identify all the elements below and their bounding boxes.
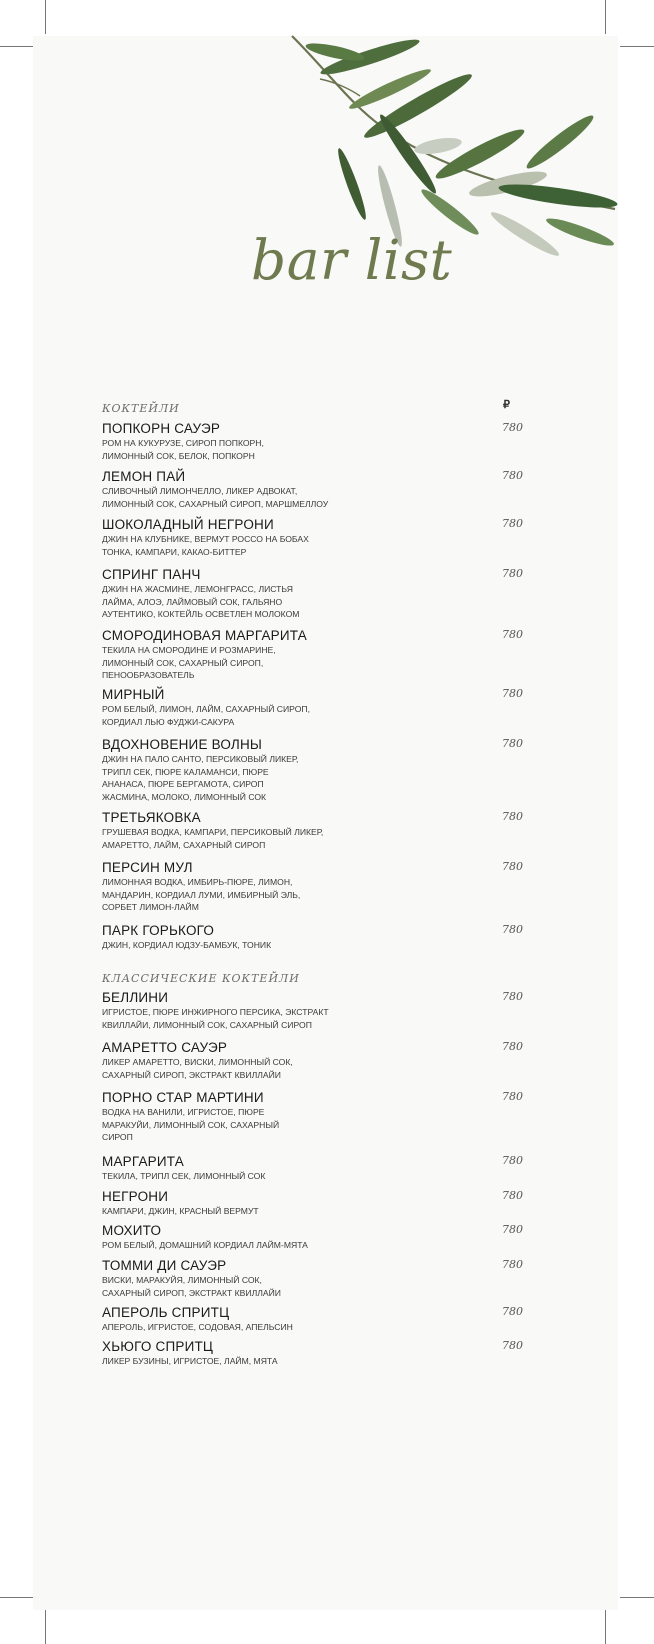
menu-item — [102, 687, 502, 728]
item-price: 780 — [502, 1339, 523, 1352]
crop-mark — [45, 1610, 46, 1644]
item-price: 780 — [502, 1223, 523, 1236]
item-name: ЛЕМОН ПАЙ — [102, 469, 186, 484]
menu-item — [102, 1040, 502, 1081]
item-description: РОМ НА КУКУРУЗЕ, СИРОП ПОПКОРН, ЛИМОННЫЙ СОК, БЕЛОК, ПОПКОРН — [102, 438, 264, 461]
menu-title: bar list — [251, 228, 453, 292]
item-price: 780 — [502, 1258, 523, 1271]
item-description: ТЕКИЛА, ТРИПЛ СЕК, ЛИМОННЫЙ СОК — [102, 1171, 266, 1181]
item-price: 780 — [502, 567, 523, 580]
item-description: ДЖИН НА ЖАСМИНЕ, ЛЕМОНГРАСС, ЛИСТЬЯ ЛАЙМА, АЛОЭ, ЛАЙМОВЫЙ СОК, ГАЛЬЯНО АУТЕНТИКО, КОКТЕЙЛЬ ОСВЕТЛЕН МОЛОКОМ — [102, 584, 300, 619]
item-description: ВИСКИ, МАРАКУЙЯ, ЛИМОННЫЙ СОК, САХАРНЫЙ СИРОП, ЭКСТРАКТ КВИЛЛАЙИ — [102, 1275, 281, 1298]
crop-mark — [0, 1597, 34, 1598]
item-name: АМАРЕТТО САУЭР — [102, 1040, 228, 1055]
item-description: РОМ БЕЛЫЙ, ЛИМОН, ЛАЙМ, САХАРНЫЙ СИРОП, КОРДИАЛ ЛЬЮ ФУДЖИ-САКУРА — [102, 704, 310, 727]
section-title-classic-cocktails: КЛАССИЧЕСКИЕ КОКТЕЙЛИ — [102, 972, 300, 985]
item-description: СЛИВОЧНЫЙ ЛИМОНЧЕЛЛО, ЛИКЕР АДВОКАТ, ЛИМОННЫЙ СОК, САХАРНЫЙ СИРОП, МАРШМЕЛЛОУ — [102, 486, 329, 509]
section-title-cocktails: КОКТЕЙЛИ — [102, 402, 180, 415]
item-description: ЛИКЕР БУЗИНЫ, ИГРИСТОЕ, ЛАЙМ, МЯТА — [102, 1356, 278, 1366]
currency-symbol: ₽ — [503, 399, 510, 411]
item-price: 780 — [502, 628, 523, 641]
menu-item — [102, 1090, 502, 1144]
item-name: МАРГАРИТА — [102, 1154, 184, 1169]
item-name: ПАРК ГОРЬКОГО — [102, 923, 215, 938]
item-description: ГРУШЕВАЯ ВОДКА, КАМПАРИ, ПЕРСИКОВЫЙ ЛИКЕР, АМАРЕТТО, ЛАЙМ, САХАРНЫЙ СИРОП — [102, 827, 324, 850]
item-price: 780 — [502, 810, 523, 823]
crop-mark — [620, 1597, 654, 1598]
item-name: ТОММИ ДИ САУЭР — [102, 1258, 227, 1273]
item-price: 780 — [502, 421, 523, 434]
crop-mark — [45, 0, 46, 34]
item-price: 780 — [502, 469, 523, 482]
item-price: 780 — [502, 923, 523, 936]
menu-item — [102, 517, 502, 558]
menu-item — [102, 1189, 502, 1218]
menu-item — [102, 737, 502, 803]
item-description: ВОДКА НА ВАНИЛИ, ИГРИСТОЕ, ПЮРЕ МАРАКУЙИ, ЛИМОННЫЙ СОК, САХАРНЫЙ СИРОП — [102, 1107, 280, 1142]
item-description: ИГРИСТОЕ, ПЮРЕ ИНЖИРНОГО ПЕРСИКА, ЭКСТРАКТ КВИЛЛАЙИ, ЛИМОННЫЙ СОК, САХАРНЫЙ СИРОП — [102, 1007, 329, 1030]
menu-item — [102, 1305, 502, 1334]
crop-mark — [605, 0, 606, 34]
item-name: ПЕРСИН МУЛ — [102, 860, 193, 875]
item-name: ПОПКОРН САУЭР — [102, 421, 221, 436]
item-name: НЕГРОНИ — [102, 1189, 169, 1204]
menu-item — [102, 628, 502, 682]
item-description: АПЕРОЛЬ, ИГРИСТОЕ, СОДОВАЯ, АПЕЛЬСИН — [102, 1322, 293, 1332]
item-description: ТЕКИЛА НА СМОРОДИНЕ И РОЗМАРИНЕ, ЛИМОННЫЙ СОК, САХАРНЫЙ СИРОП, ПЕНООБРАЗОВАТЕЛЬ — [102, 645, 276, 680]
item-name: БЕЛЛИНИ — [102, 990, 169, 1005]
item-name: СМОРОДИНОВАЯ МАРГАРИТА — [102, 628, 307, 643]
menu-item — [102, 810, 502, 851]
item-price: 780 — [502, 1040, 523, 1053]
item-description: ДЖИН НА ПАЛО САНТО, ПЕРСИКОВЫЙ ЛИКЕР, ТРИПЛ СЕК, ПЮРЕ КАЛАМАНСИ, ПЮРЕ АНАНАСА, ПЮРЕ БЕРГАМОТА, СИРОП ЖАСМИНА, МОЛОКО, ЛИМОННЫЙ СОК — [102, 754, 299, 802]
item-name: СПРИНГ ПАНЧ — [102, 567, 201, 582]
menu-item — [102, 923, 502, 952]
item-name: МОХИТО — [102, 1223, 162, 1238]
item-price: 780 — [502, 687, 523, 700]
item-price: 780 — [502, 1189, 523, 1202]
item-price: 780 — [502, 737, 523, 750]
crop-mark — [620, 46, 654, 47]
item-price: 780 — [502, 860, 523, 873]
item-price: 780 — [502, 1154, 523, 1167]
item-name: МИРНЫЙ — [102, 687, 165, 702]
menu-item — [102, 567, 502, 621]
menu-item — [102, 1258, 502, 1299]
item-name: ШОКОЛАДНЫЙ НЕГРОНИ — [102, 517, 274, 532]
item-description: ДЖИН НА КЛУБНИКЕ, ВЕРМУТ РОССО НА БОБАХ ТОНКА, КАМПАРИ, КАКАО-БИТТЕР — [102, 534, 309, 557]
item-price: 780 — [502, 517, 523, 530]
menu-item — [102, 860, 502, 914]
menu-item — [102, 990, 502, 1031]
item-description: КАМПАРИ, ДЖИН, КРАСНЫЙ ВЕРМУТ — [102, 1206, 259, 1216]
item-price: 780 — [502, 1090, 523, 1103]
item-description: ЛИКЕР АМАРЕТТО, ВИСКИ, ЛИМОННЫЙ СОК, САХАРНЫЙ СИРОП, ЭКСТРАКТ КВИЛЛАЙИ — [102, 1057, 293, 1080]
crop-mark — [605, 1610, 606, 1644]
menu-item — [102, 1339, 502, 1368]
menu-item — [102, 1154, 502, 1183]
item-price: 780 — [502, 1305, 523, 1318]
item-price: 780 — [502, 990, 523, 1003]
item-name: ВДОХНОВЕНИЕ ВОЛНЫ — [102, 737, 263, 752]
item-name: АПЕРОЛЬ СПРИТЦ — [102, 1305, 230, 1320]
menu-item — [102, 1223, 502, 1252]
item-description: РОМ БЕЛЫЙ, ДОМАШНИЙ КОРДИАЛ ЛАЙМ-МЯТА — [102, 1240, 308, 1250]
item-description: ЛИМОННАЯ ВОДКА, ИМБИРЬ-ПЮРЕ, ЛИМОН, МАНДАРИН, КОРДИАЛ ЛУМИ, ИМБИРНЫЙ ЭЛЬ, СОРБЕТ ЛИМОН-ЛАЙМ — [102, 877, 301, 912]
item-name: ТРЕТЬЯКОВКА — [102, 810, 201, 825]
menu-item — [102, 421, 502, 462]
menu-item — [102, 469, 502, 510]
item-name: ПОРНО СТАР МАРТИНИ — [102, 1090, 264, 1105]
item-description: ДЖИН, КОРДИАЛ ЮДЗУ-БАМБУК, ТОНИК — [102, 940, 272, 950]
item-name: ХЬЮГО СПРИТЦ — [102, 1339, 214, 1354]
crop-mark — [0, 46, 34, 47]
